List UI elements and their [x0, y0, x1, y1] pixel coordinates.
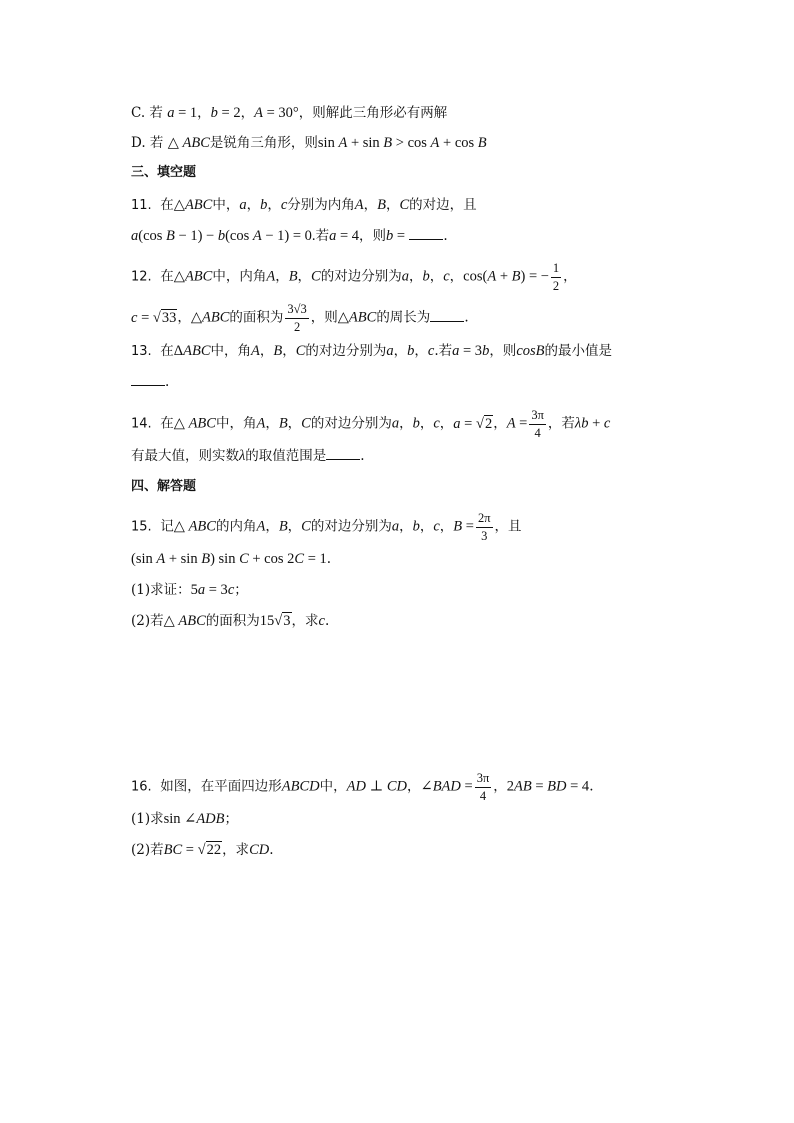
question-16-part1: (1)求sin ∠ADB；: [131, 811, 239, 827]
question-15: 15. 记△ ABC的内角A，B，C的对边分别为a，b，c，B = $\frac{2\pi}{3}$ ，且: [131, 511, 522, 543]
question-11: 11. 在△ABC中，a，b，c分别为内角A，B，C的对边，且: [131, 197, 477, 213]
question-13: 13. 在ΔABC中，角A，B，C的对边分别为a，b，c.若a = 3b，则cosB的最小值是: [131, 343, 612, 359]
question-15-cont: (sin A + sin B) sin C + cos 2C = 1.: [131, 551, 332, 567]
option-c-label: C. 若: [131, 105, 163, 121]
question-16-part2: (2)若BC = √22，求CD.: [131, 842, 274, 858]
section-solution-heading: 四、解答题: [131, 479, 197, 494]
question-12-cont: c = √33，△ABC的面积为 $\frac{3√3}{2}$ ，则△ABC的周长为 .: [131, 302, 469, 334]
option-d: D. 若 △ ABC是锐角三角形，则sin A + sin B > cos A + cos B: [131, 135, 487, 151]
question-11-cont: a(cos B − 1) − b(cos A − 1) = 0.若a = 4，则b = .: [131, 228, 448, 244]
answer-blank[interactable]: [430, 309, 464, 322]
question-15-part1: (1)求证：5a = 3c；: [131, 582, 248, 598]
question-14-cont: 有最大值，则实数λ的取值范围是 .: [131, 448, 365, 464]
answer-blank[interactable]: [409, 227, 443, 240]
question-13-cont: .: [131, 372, 169, 392]
question-16: 16. 如图，在平面四边形ABCD中，AD ⊥ CD，∠BAD = $\frac{3\pi}{4}$ ，2AB = BD = 4.: [131, 771, 594, 803]
section-fill-in-blank-heading: 三、填空题: [131, 165, 197, 180]
question-15-part2: (2)若△ ABC的面积为15√3，求c.: [131, 613, 330, 629]
question-12: 12. 在△ABC中，内角A，B，C的对边分别为a，b，c，cos(A + B) = − $\frac{1}{2}$ ，: [131, 261, 577, 293]
answer-blank[interactable]: [326, 447, 360, 460]
option-c: C. 若 a = 1，b = 2，A = 30°，则解此三角形必有两解: [131, 105, 448, 121]
answer-blank[interactable]: [131, 373, 165, 386]
option-d-label: D. 若: [131, 135, 164, 151]
question-14: 14. 在△ ABC中，角A，B，C的对边分别为a，b，c，a = √2，A = $\frac{3\pi}{4}$ ，若λb + c: [131, 408, 611, 440]
